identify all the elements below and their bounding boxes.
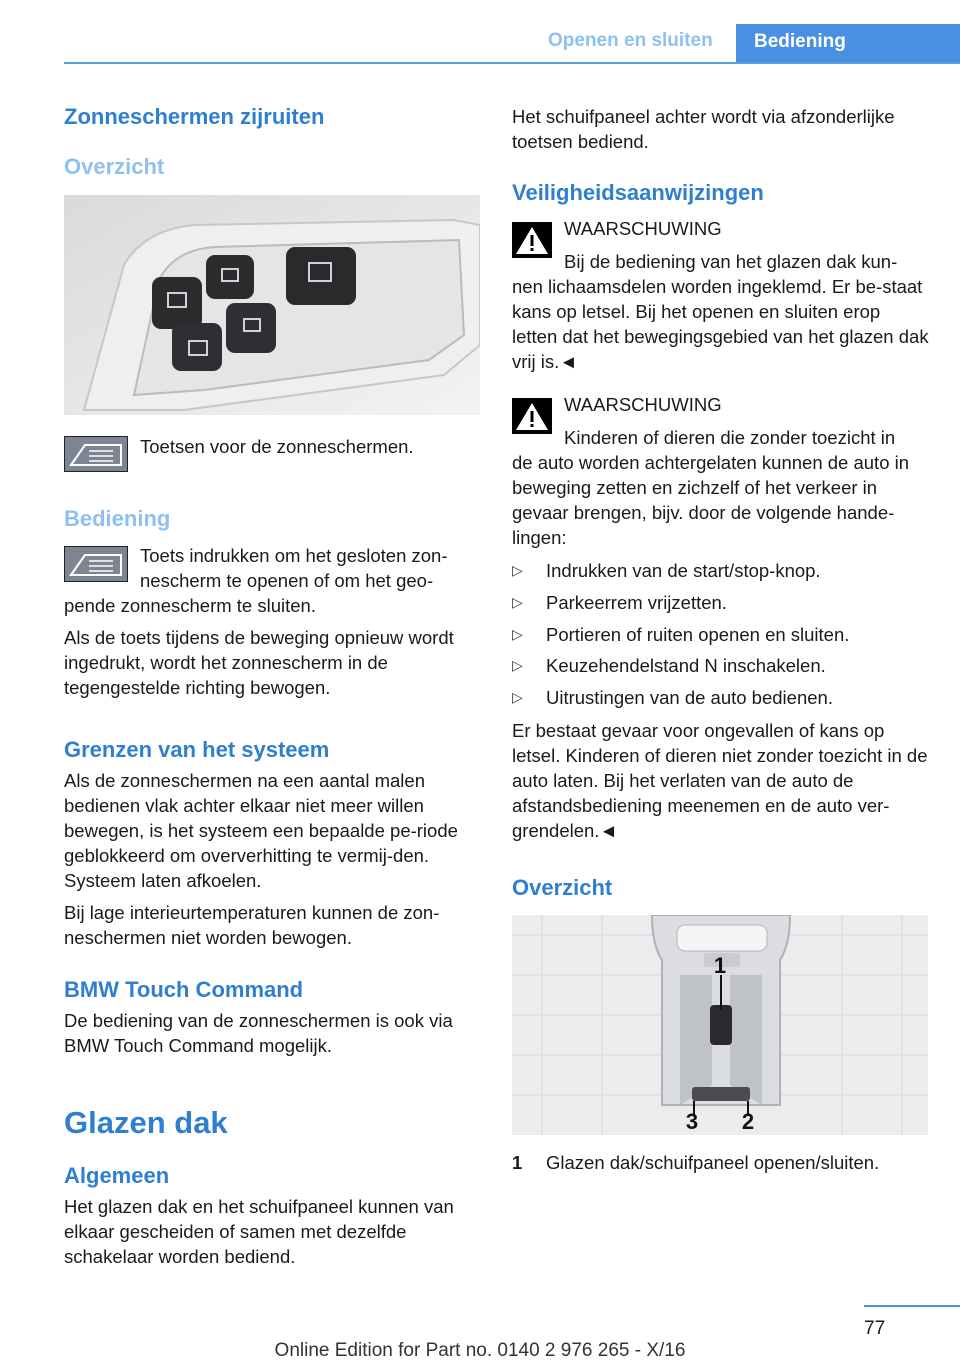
sunblind-button-symbol [64, 546, 128, 582]
bullet-triangle-icon: ▷ [512, 657, 523, 673]
sunblind-buttons-photo [64, 195, 480, 415]
warning-icon [512, 398, 552, 434]
bediening-text-line3: pende zonnescherm te sluiten. [64, 595, 316, 616]
heading-algemeen: Algemeen [64, 1163, 170, 1188]
subheading-overzicht: Overzicht [64, 154, 165, 179]
warning-label: WAARSCHUWING [564, 218, 722, 239]
warning-1-line1: Bij de bediening van het glazen dak kun- [564, 251, 898, 272]
photo-caption: Toetsen voor de zonneschermen. [140, 436, 414, 457]
warning-1-text: nen lichaamsdelen worden ingeklemd. Er be-staat kans op letsel. Bij het openen en sluiten erop letten dat het bewegingsgebied van het glazen dak vrij is.◄ [512, 276, 929, 372]
warning-label: WAARSCHUWING [564, 394, 722, 415]
footer-rule [864, 1305, 960, 1307]
callout-1: 1 [713, 953, 727, 978]
warning-2-text: de auto worden achtergelaten kunnen de auto in beweging zetten en zichzelf of het verkeer in gevaar brengen, bijv. door de volgende hande-lingen: [512, 452, 910, 548]
legend-text: Glazen dak/schuifpaneel openen/sluiten. [546, 1152, 880, 1173]
after-bullets-paragraph: Er bestaat gevaar voor ongevallen of kans op letsel. Kinderen of dieren niet zonder toezicht in de auto laten. Bij het verlaten van de auto de afstandsbediening meenemen en de auto ver-grendelen.◄ [512, 720, 928, 841]
header-tab [736, 24, 960, 62]
intro-paragraph: Het schuifpaneel achter wordt via afzonderlijke toetsen bediend. [512, 106, 895, 152]
bediening-text-line1: Toets indrukken om het gesloten zon- [140, 545, 448, 566]
roof-control-photo [512, 915, 928, 1135]
page-number: 77 [864, 1318, 886, 1339]
callout-2: 2 [741, 1109, 755, 1134]
bullet-triangle-icon: ▷ [512, 689, 523, 705]
bullet-triangle-icon: ▷ [512, 594, 523, 610]
heading-grenzen: Grenzen van het systeem [64, 737, 330, 762]
bullet-triangle-icon: ▷ [512, 626, 523, 642]
heading-touch-command: BMW Touch Command [64, 977, 304, 1002]
legend-number: 1 [512, 1152, 523, 1173]
header-section-title: Openen en sluiten [548, 30, 713, 51]
sunblind-button-symbol [64, 436, 128, 472]
heading-overzicht-roof: Overzicht [512, 875, 613, 900]
subheading-bediening: Bediening [64, 506, 171, 531]
warning-2-line1: Kinderen of dieren die zonder toezicht in [564, 427, 896, 448]
heading-veiligheid: Veiligheidsaanwijzingen [512, 180, 764, 205]
grenzen-paragraph-2: Bij lage interieurtemperaturen kunnen de zon-neschermen niet worden bewogen. [64, 902, 440, 948]
bediening-text-line2: nescherm te openen of om het geo- [140, 570, 434, 591]
algemeen-paragraph: Het glazen dak en het schuifpaneel kunnen van elkaar gescheiden of samen met dezelfde schakelaar worden bediend. [64, 1196, 454, 1267]
footer-edition: Online Edition for Part no. 0140 2 976 265 - X/16 [274, 1340, 686, 1361]
grenzen-paragraph-1: Als de zonneschermen na een aantal malen bedienen vlak achter elkaar niet meer willen bewegen, is het systeem een bepaalde pe-riode geblokkeerd om oververhitting te vermij-den. Systeem laten afkoelen. [64, 770, 458, 891]
callout-3: 3 [685, 1109, 699, 1134]
header-tab-label: Bediening [754, 31, 846, 52]
touch-command-paragraph: De bediening van de zonneschermen is ook via BMW Touch Command mogelijk. [64, 1010, 453, 1056]
bediening-paragraph-2: Als de toets tijdens de beweging opnieuw wordt ingedrukt, wordt het zonnescherm in de tegengestelde richting bewogen. [64, 627, 454, 698]
bullet-triangle-icon: ▷ [512, 562, 523, 578]
warning-icon [512, 222, 552, 258]
chapter-heading-glazen-dak: Glazen dak [64, 1105, 228, 1140]
section-title-sunblinds: Zonneschermen zijruiten [64, 104, 325, 129]
